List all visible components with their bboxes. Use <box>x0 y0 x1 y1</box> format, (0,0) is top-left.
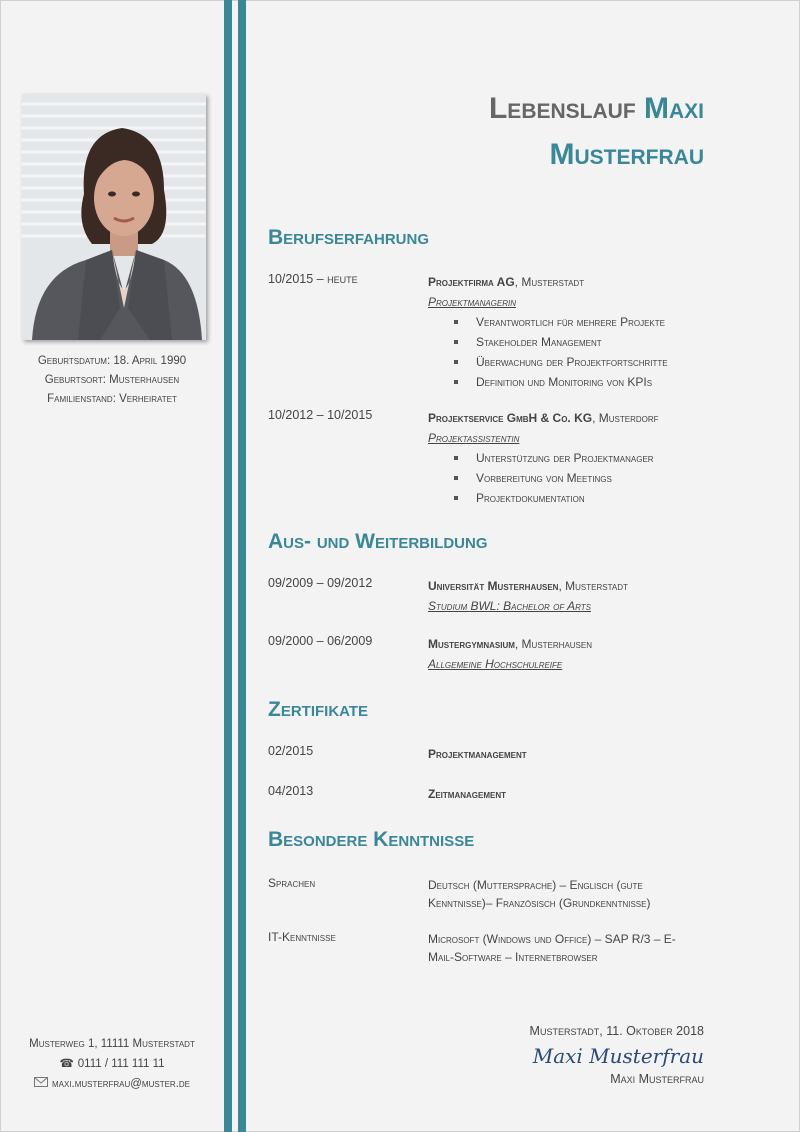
bullet-item: Stakeholder Management <box>454 332 718 352</box>
certificate-name: Projektmanagement <box>428 747 527 761</box>
address: Musterweg 1, 11111 Musterstadt <box>29 1038 195 1050</box>
email-address[interactable]: maxi.musterfrau@muster.de <box>51 1078 191 1090</box>
entry-organization: Projektservice GmbH & Co. KG, Musterdorf <box>428 411 659 425</box>
title-last-name: Musterfrau <box>549 138 704 171</box>
section-heading-certificates: Zertifikate <box>268 698 369 721</box>
bullet-item: Vorbereitung von Meetings <box>454 468 718 488</box>
skill-value: Microsoft (Windows und Office) – SAP R/3 – E-Mail-Software – Internetbrowser <box>428 932 676 964</box>
bullet-item: Verantwortlich für mehrere Projekte <box>454 312 718 332</box>
profile-photo <box>22 94 206 340</box>
skill-label: Sprachen <box>268 876 316 890</box>
birth-date: Geburtsdatum: 18. April 1990 <box>37 355 187 367</box>
entry-organization: Projektfirma AG, Musterstadt <box>428 275 585 289</box>
entry-date: 04/2013 <box>268 784 314 798</box>
entry-date: 09/2000 – 06/2009 <box>268 634 373 648</box>
profile-photo-illustration <box>22 94 206 340</box>
place-and-date: Musterstadt, 11. Oktober 2018 <box>529 1024 704 1038</box>
page-title <box>489 86 704 178</box>
bullet-item: Unterstützung der Projektmanager <box>454 448 718 468</box>
bullet-item: Projektdokumentation <box>454 488 718 508</box>
skill-value: Deutsch (Muttersprache) – Englisch (gute Kenntnisse)– Französisch (Grundkenntnisse) <box>428 878 651 910</box>
envelope-icon <box>34 1074 48 1094</box>
entry-role: Projektmanagerin <box>428 295 517 309</box>
entry-date: 10/2015 – heute <box>268 272 358 286</box>
title-first-name: Maxi <box>644 92 704 125</box>
contact-details <box>0 1034 224 1094</box>
entry-bullet-list <box>428 312 718 392</box>
phone-number: 0111 / 111 111 11 <box>77 1058 165 1070</box>
entry-degree: Allgemeine Hochschulreife <box>428 657 563 671</box>
phone-row <box>0 1054 224 1074</box>
entry-date: 02/2015 <box>268 744 314 758</box>
entry-role: Projektassistentin <box>428 431 520 445</box>
entry-degree: Studium BWL: Bachelor of Arts <box>428 599 591 613</box>
entry-date: 09/2009 – 09/2012 <box>268 576 373 590</box>
entry-organization: Universität Musterhausen, Musterstadt <box>428 579 628 593</box>
handwritten-signature: Maxi Musterfrau <box>532 1044 704 1068</box>
entry-bullet-list <box>428 448 718 508</box>
accent-stripe-left <box>224 0 232 1132</box>
birth-place: Geburtsort: Musterhausen <box>44 374 180 386</box>
marital-status: Familienstand: Verheiratet <box>47 393 177 405</box>
section-heading-experience: Berufserfahrung <box>268 226 430 249</box>
phone-icon: ☎ <box>59 1058 74 1070</box>
signer-name: Maxi Musterfrau <box>610 1072 704 1086</box>
email-row <box>0 1074 224 1094</box>
section-heading-education: Aus- und Weiterbildung <box>268 530 488 553</box>
signature-block <box>530 1024 704 1086</box>
bullet-item: Überwachung der Projektfortschritte <box>454 352 718 372</box>
section-heading-skills: Besondere Kenntnisse <box>268 828 475 851</box>
personal-details <box>0 352 224 409</box>
certificate-name: Zeitmanagement <box>428 787 506 801</box>
entry-organization: Mustergymnasium, Musterhausen <box>428 637 593 651</box>
skill-label: IT-Kenntnisse <box>268 930 336 944</box>
bullet-item: Definition und Monitoring von KPIs <box>454 372 718 392</box>
accent-stripe-right <box>238 0 246 1132</box>
entry-date: 10/2012 – 10/2015 <box>268 408 373 422</box>
title-word-lebenslauf: Lebenslauf <box>488 92 636 125</box>
